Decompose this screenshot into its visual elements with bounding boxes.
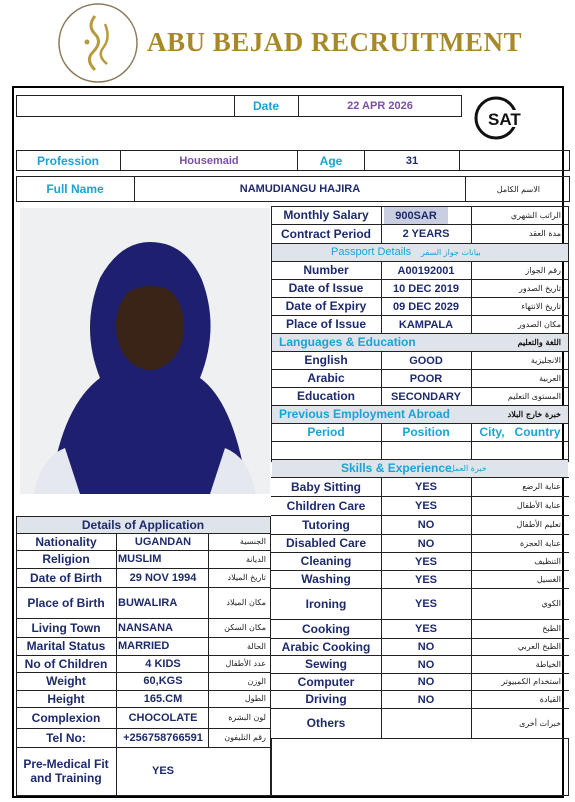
header (0, 0, 575, 84)
app-tel-no--arabic: رقم التليفون (224, 733, 266, 742)
app-height-value: 165.CM (143, 692, 183, 705)
row-divider (271, 441, 569, 442)
date-label: Date (252, 99, 279, 113)
skill-washing-value: YES (414, 573, 437, 586)
column-divider (116, 637, 117, 655)
lang-arabic-label: Arabic (307, 371, 345, 385)
column-divider (116, 550, 117, 568)
skill-computer-arabic: استخدام الكمبيوتر (501, 677, 561, 686)
skill-baby-sitting-value: YES (414, 481, 437, 493)
skill-computer-value: NO (417, 676, 435, 688)
fullname-label: Full Name (46, 182, 104, 196)
passport-date-of-expiry-label: Date of Expiry (285, 299, 367, 313)
app-pre-medical-fit-and-training-value: YES (151, 765, 174, 777)
skills-footer (271, 738, 569, 796)
passport-date-of-issue-value: 10 DEC 2019 (392, 282, 460, 295)
skill-sewing-value: NO (417, 658, 435, 671)
column-divider (116, 587, 117, 618)
skill-tutoring-label: Tutoring (302, 517, 350, 532)
skill-driving-value: NO (417, 693, 435, 706)
employment-position-header: Position (402, 425, 450, 439)
employment-city-country-header: City, Country (479, 425, 561, 439)
passport-date-of-issue-arabic: تاريخ الصدور (519, 283, 561, 293)
app-date-of-birth-value: 29 NOV 1994 (129, 571, 197, 584)
column-divider (116, 655, 117, 672)
skill-sewing-label: Sewing (304, 657, 347, 671)
skill-washing-arabic: الغسيل (536, 574, 561, 584)
employment-title-arabic: خبرة خارج البلاد (507, 409, 561, 419)
passport-date-of-expiry-arabic: تاريخ الانتهاء (521, 301, 561, 311)
app-no-of-children-label: No of Children (24, 656, 108, 671)
column-divider (116, 672, 117, 690)
contract-period-value: 2 YEARS (402, 228, 450, 240)
profession-value: Housemaid (179, 154, 239, 167)
app-religion-label: Religion (42, 552, 90, 566)
app-height-label: Height (47, 691, 85, 706)
app-tel-no--label: Tel No: (46, 730, 86, 745)
skill-others-label: Others (306, 716, 346, 730)
app-weight-arabic: الوزن (247, 676, 266, 686)
app-place-of-birth-label: Place of Birth (27, 595, 105, 610)
contract-period-label: Contract Period (280, 226, 371, 241)
passport-title-arabic: بيانات جواز السفر (421, 247, 481, 257)
skill-ironing-label: Ironing (305, 596, 347, 611)
app-no-of-children-arabic: عدد الأطفال (225, 659, 266, 668)
skill-disabled-care-arabic: عناية العجزة (520, 538, 561, 548)
skill-cleaning-label: Cleaning (300, 554, 352, 568)
app-marital-status-value: MARRIED (118, 640, 170, 652)
column-divider (116, 747, 117, 795)
app-pre-medical-fit-and-training-label: Pre-Medical Fit and Training (23, 757, 109, 785)
skill-tutoring-arabic: تعليم الأطفال (516, 520, 561, 529)
sat-logo (472, 94, 552, 142)
passport-number-value: A00192001 (397, 264, 455, 277)
salary-arabic: الراتب الشهري (510, 210, 561, 220)
app-religion-arabic: الديانة (245, 554, 266, 564)
employment-title: Previous Employment Abroad (279, 407, 450, 421)
skill-cleaning-arabic: التنظيف (534, 556, 561, 566)
salary-label: Monthly Salary (283, 208, 369, 222)
skill-disabled-care-value: NO (417, 537, 435, 550)
app-nationality-value: UGANDAN (134, 535, 192, 548)
application-title: Details of Application (81, 517, 205, 532)
skill-cooking-label: Cooking (302, 621, 350, 636)
age-value: 31 (405, 154, 419, 167)
skill-others-value (381, 709, 471, 738)
skill-children-care-value: YES (414, 500, 437, 512)
fullname-arabic: الاسم الكامل (496, 184, 540, 194)
company-name: ABU BEJAD RECRUITMENT (147, 27, 523, 57)
app-complexion-label: Complexion (31, 710, 101, 725)
lang-education-arabic: المستوى التعليم (507, 391, 561, 401)
application-form (12, 86, 564, 798)
skill-washing-label: Washing (301, 572, 351, 586)
skill-arabic-cooking-value: NO (417, 641, 435, 653)
skill-children-care-arabic: عناية الأطفال (516, 501, 561, 510)
lang-english-value: GOOD (409, 354, 443, 367)
app-nationality-arabic: الجنسية (239, 537, 266, 546)
app-place-of-birth-value: BUWALIRA (118, 596, 178, 609)
app-living-town-value: NANSANA (118, 621, 173, 634)
app-living-town-arabic: مكان السكن (224, 623, 266, 632)
svg-text:SAT: SAT (488, 110, 521, 129)
skill-ironing-value: YES (414, 598, 437, 610)
skill-tutoring-value: NO (417, 519, 435, 531)
skill-ironing-arabic: الكوي (541, 599, 561, 608)
lang-arabic-value: POOR (409, 372, 443, 385)
skill-arabic-cooking-arabic: الطبخ العربي (517, 642, 561, 651)
app-complexion-arabic: لون البشرة (228, 713, 266, 722)
company-logo-icon (57, 2, 139, 84)
skill-baby-sitting-arabic: عناية الرضع (522, 482, 561, 491)
skills-title-arabic: خبرة العمل (449, 463, 487, 473)
skill-baby-sitting-label: Baby Sitting (290, 479, 361, 494)
column-divider (116, 618, 117, 637)
column-divider (381, 206, 382, 224)
lang-english-arabic: الانجليزية (530, 355, 561, 365)
skill-disabled-care-label: Disabled Care (285, 536, 367, 550)
passport-date-of-issue-label: Date of Issue (288, 281, 364, 295)
languages-title-arabic: اللغة والتعليم (517, 337, 561, 347)
sat-logo-icon (472, 94, 552, 142)
candidate-photo-icon (20, 208, 270, 494)
fullname-value: NAMUDIANGU HAJIRA (239, 183, 361, 195)
column-divider (116, 568, 117, 587)
column-divider (116, 690, 117, 707)
profession-label: Profession (36, 153, 99, 168)
employment-period-header: Period (307, 425, 345, 439)
date-value: 22 APR 2026 (347, 100, 413, 112)
skill-cooking-arabic: الطبخ (542, 624, 561, 633)
app-living-town-label: Living Town (31, 620, 101, 635)
app-height-arabic: الطول (244, 694, 266, 703)
skill-driving-label: Driving (305, 692, 347, 706)
skill-children-care-label: Children Care (286, 498, 366, 513)
lang-education-label: Education (296, 389, 355, 403)
contract-period-arabic: مدة العقد (529, 229, 561, 238)
skill-arabic-cooking-label: Arabic Cooking (281, 639, 371, 654)
skill-cleaning-value: YES (414, 555, 437, 568)
passport-place-of-issue-label: Place of Issue (285, 317, 367, 331)
column-divider (116, 533, 117, 550)
lang-education-value: SECONDARY (391, 390, 461, 403)
app-weight-label: Weight (46, 674, 86, 688)
column-divider (116, 707, 117, 728)
app-date-of-birth-arabic: تاريخ الميلاد (227, 573, 266, 582)
app-place-of-birth-arabic: مكان الميلاد (226, 598, 266, 607)
passport-place-of-issue-value: KAMPALA (398, 318, 454, 331)
lang-arabic-arabic: العربية (539, 373, 561, 383)
skill-computer-label: Computer (297, 674, 355, 689)
lang-english-label: English (304, 353, 348, 367)
skills-title: Skills & Experience (341, 461, 452, 475)
salary-value: 900SAR (384, 207, 448, 224)
app-nationality-label: Nationality (35, 534, 97, 549)
languages-title: Languages & Education (279, 335, 416, 349)
skill-driving-arabic: القيادة (539, 694, 561, 704)
passport-place-of-issue-arabic: مكان الصدور (517, 319, 561, 329)
age-label: Age (319, 153, 343, 168)
app-date-of-birth-label: Date of Birth (30, 570, 102, 585)
app-tel-no--value: +256758766591 (123, 731, 203, 744)
column-divider (116, 728, 117, 747)
passport-title: Passport Details (331, 246, 412, 258)
candidate-photo (20, 208, 270, 494)
app-weight-value: 60,KGS (143, 675, 183, 687)
app-complexion-value: CHOCOLATE (128, 711, 198, 724)
skill-sewing-arabic: الخياطة (535, 659, 561, 669)
app-religion-value: MUSLIM (118, 553, 162, 565)
skill-others-arabic: خبرات أخرى (519, 718, 561, 728)
passport-date-of-expiry-value: 09 DEC 2029 (392, 300, 460, 313)
app-marital-status-label: Marital Status (26, 639, 106, 653)
skill-cooking-value: YES (414, 623, 437, 635)
app-marital-status-arabic: الحالة (247, 641, 266, 651)
app-no-of-children-value: 4 KIDS (145, 657, 181, 670)
passport-number-arabic: رقم الجواز (525, 265, 561, 275)
passport-number-label: Number (303, 263, 349, 277)
